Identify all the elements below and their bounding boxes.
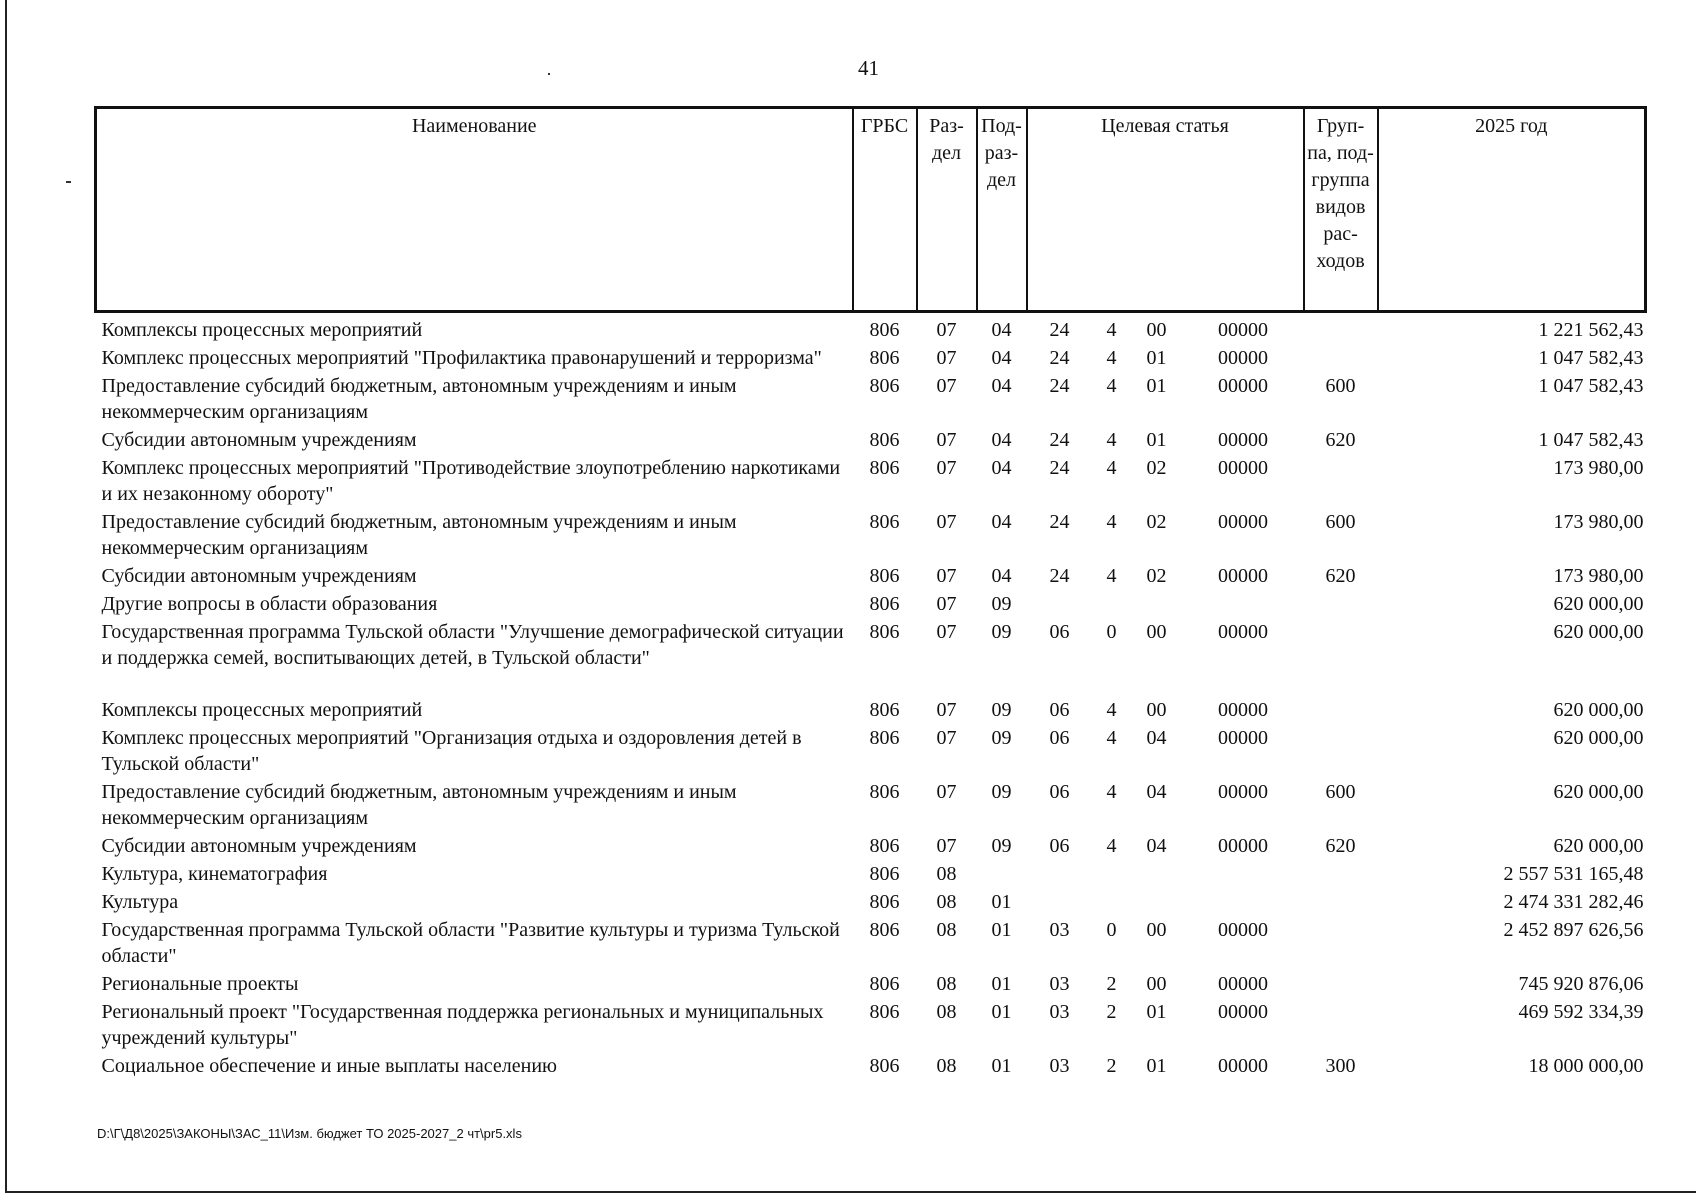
row-podrazdel: 01: [991, 1001, 1012, 1023]
row-target-program: [1027, 889, 1093, 917]
row-razdel: 07: [936, 375, 957, 397]
row-grbs: 806: [869, 593, 900, 615]
row-grbs: 806: [869, 863, 900, 885]
row-name: Предоставление субсидий бюджетным, автономным учреждениям и иным некоммерческим организациям: [101, 375, 737, 423]
row-target-direction: 00000: [1218, 375, 1269, 397]
row-target-direction: 00000: [1218, 457, 1269, 479]
row-amount: 620 000,00: [1553, 727, 1644, 749]
row-podrazdel: 04: [991, 429, 1012, 451]
row-name: Культура: [101, 891, 179, 913]
row-target-direction: [1183, 889, 1304, 917]
row-target-program: [1027, 861, 1093, 889]
scan-tick: [66, 181, 71, 183]
row-name: Комплекс процессных мероприятий "Профилактика правонарушений и терроризма": [101, 347, 822, 369]
row-grbs: 806: [869, 919, 900, 941]
row-target-element: [1131, 889, 1183, 917]
row-razdel: 08: [936, 863, 957, 885]
header-target-article: Целевая статья: [1027, 108, 1304, 312]
header-podrazdel: Под- раз- дел: [977, 108, 1027, 312]
row-expense-group: [1304, 971, 1378, 999]
row-target-element: [1131, 591, 1183, 619]
row-grbs: 806: [869, 835, 900, 857]
row-target-element: 00: [1146, 621, 1167, 643]
row-target-direction: 00000: [1218, 565, 1269, 587]
table-row: [96, 317, 1646, 345]
row-podrazdel: 04: [991, 375, 1012, 397]
row-target-direction: 00000: [1218, 699, 1269, 721]
row-grbs: 806: [869, 699, 900, 721]
row-expense-group: [1304, 455, 1378, 509]
table-row: [96, 591, 1646, 619]
row-target-direction: 00000: [1218, 1001, 1269, 1023]
row-target-type: [1093, 591, 1131, 619]
row-target-program: 24: [1049, 511, 1070, 533]
row-target-direction: [1183, 591, 1304, 619]
row-podrazdel: [977, 861, 1027, 889]
row-target-direction: 00000: [1218, 511, 1269, 533]
row-razdel: 07: [936, 835, 957, 857]
row-name: Государственная программа Тульской области "Развитие культуры и туризма Тульской области": [101, 919, 840, 967]
row-target-type: 4: [1106, 347, 1117, 369]
row-target-element: 02: [1146, 511, 1167, 533]
row-razdel: 07: [936, 347, 957, 369]
row-grbs: 806: [869, 319, 900, 341]
row-target-element: 04: [1146, 781, 1167, 803]
row-target-program: 06: [1049, 727, 1070, 749]
row-amount: 1 047 582,43: [1538, 429, 1644, 451]
header-name: Наименование: [96, 108, 853, 312]
row-podrazdel: 01: [991, 973, 1012, 995]
row-amount: 1 221 562,43: [1538, 319, 1644, 341]
row-target-type: 4: [1106, 511, 1117, 533]
row-name: Комплекс процессных мероприятий "Организация отдыха и оздоровления детей в Тульской области": [101, 727, 802, 775]
page-frame-left: [5, 0, 7, 1193]
scan-dot: [548, 73, 550, 75]
row-target-type: 4: [1106, 781, 1117, 803]
row-target-element: 01: [1146, 375, 1167, 397]
row-target-program: 03: [1049, 1055, 1070, 1077]
row-target-direction: 00000: [1218, 319, 1269, 341]
row-target-program: 24: [1049, 457, 1070, 479]
row-name: Предоставление субсидий бюджетным, автономным учреждениям и иным некоммерческим организациям: [101, 781, 737, 829]
row-amount: 620 000,00: [1553, 699, 1644, 721]
row-name: Региональный проект "Государственная поддержка региональных и муниципальных учреждений культуры": [101, 1001, 824, 1049]
table-row: [96, 833, 1646, 861]
budget-table: [94, 106, 1647, 1081]
row-target-program: 24: [1049, 565, 1070, 587]
row-podrazdel: 09: [991, 621, 1012, 643]
table-row: [96, 1053, 1646, 1081]
row-expense-group: 600: [1325, 781, 1356, 803]
row-amount: 2 557 531 165,48: [1503, 863, 1644, 885]
table-row: [96, 999, 1646, 1053]
row-target-program: 06: [1049, 835, 1070, 857]
table-row: [96, 779, 1646, 833]
row-target-element: 02: [1146, 565, 1167, 587]
row-podrazdel: 04: [991, 511, 1012, 533]
row-expense-group: [1304, 345, 1378, 373]
page-frame-bottom: [5, 1191, 1696, 1193]
row-target-element: 00: [1146, 973, 1167, 995]
row-target-element: 02: [1146, 457, 1167, 479]
row-razdel: 07: [936, 727, 957, 749]
row-amount: 745 920 876,06: [1518, 973, 1644, 995]
row-razdel: 07: [936, 621, 957, 643]
row-grbs: 806: [869, 347, 900, 369]
row-target-program: 06: [1049, 621, 1070, 643]
row-name: Предоставление субсидий бюджетным, автономным учреждениям и иным некоммерческим организациям: [101, 511, 737, 559]
row-name: Субсидии автономным учреждениям: [101, 429, 417, 451]
table-row: [96, 345, 1646, 373]
row-target-element: 01: [1146, 1055, 1167, 1077]
row-razdel: 07: [936, 511, 957, 533]
table-row: [96, 861, 1646, 889]
row-name: Субсидии автономным учреждениям: [101, 835, 417, 857]
footer-file-path: D:\Г\Д8\2025\ЗАКОНЫ\ЗАС_11\Изм. бюджет ТО 2025-2027_2 чт\pr5.xls: [97, 1126, 522, 1141]
row-podrazdel: 01: [991, 1055, 1012, 1077]
row-grbs: 806: [869, 621, 900, 643]
row-expense-group: [1304, 697, 1378, 725]
row-expense-group: 300: [1325, 1055, 1356, 1077]
row-grbs: 806: [869, 457, 900, 479]
row-amount: 2 452 897 626,56: [1503, 919, 1644, 941]
row-grbs: 806: [869, 429, 900, 451]
row-amount: 2 474 331 282,46: [1503, 891, 1644, 913]
row-target-element: 00: [1146, 699, 1167, 721]
table-body: [96, 312, 1646, 1082]
row-razdel: 08: [936, 1001, 957, 1023]
row-target-type: 4: [1106, 457, 1117, 479]
row-target-element: 04: [1146, 727, 1167, 749]
row-target-element: 00: [1146, 319, 1167, 341]
row-amount: 620 000,00: [1553, 835, 1644, 857]
row-razdel: 08: [936, 973, 957, 995]
row-target-type: 4: [1106, 835, 1117, 857]
row-target-element: 01: [1146, 1001, 1167, 1023]
row-expense-group: 600: [1325, 375, 1356, 397]
row-expense-group: [1304, 889, 1378, 917]
table-row: [96, 725, 1646, 779]
row-podrazdel: 09: [991, 699, 1012, 721]
row-target-element: [1131, 861, 1183, 889]
row-name: Культура, кинематография: [101, 863, 328, 885]
row-target-type: 4: [1106, 429, 1117, 451]
row-name: Другие вопросы в области образования: [101, 593, 438, 615]
row-expense-group: [1304, 999, 1378, 1053]
row-name: Комплексы процессных мероприятий: [101, 319, 423, 341]
row-target-direction: 00000: [1218, 727, 1269, 749]
row-grbs: 806: [869, 1055, 900, 1077]
table-row: [96, 509, 1646, 563]
row-amount: 1 047 582,43: [1538, 375, 1644, 397]
row-razdel: 07: [936, 457, 957, 479]
row-amount: 173 980,00: [1553, 565, 1644, 587]
row-name: Государственная программа Тульской области "Улучшение демографической ситуации и поддержка семей, воспитывающих детей, в Тульской области": [101, 621, 844, 669]
row-target-program: 24: [1049, 347, 1070, 369]
table-row: [96, 455, 1646, 509]
row-target-direction: 00000: [1218, 429, 1269, 451]
row-amount: 1 047 582,43: [1538, 347, 1644, 369]
page-number: 41: [858, 56, 879, 80]
table-row: [96, 971, 1646, 999]
row-expense-group: [1304, 861, 1378, 889]
row-expense-group: [1304, 725, 1378, 779]
row-target-element: 01: [1146, 347, 1167, 369]
row-grbs: 806: [869, 781, 900, 803]
row-amount: 620 000,00: [1553, 593, 1644, 615]
row-target-type: 0: [1106, 621, 1117, 643]
row-amount: 18 000 000,00: [1528, 1055, 1644, 1077]
row-target-direction: 00000: [1218, 621, 1269, 643]
row-target-type: 4: [1106, 319, 1117, 341]
row-razdel: 07: [936, 781, 957, 803]
row-razdel: 08: [936, 891, 957, 913]
row-target-type: 2: [1106, 1055, 1117, 1077]
row-podrazdel: 09: [991, 727, 1012, 749]
row-expense-group: [1304, 619, 1378, 697]
row-target-program: 24: [1049, 375, 1070, 397]
row-target-program: [1027, 591, 1093, 619]
row-podrazdel: 04: [991, 319, 1012, 341]
table-row: [96, 619, 1646, 697]
header-razdel: Раз- дел: [917, 108, 977, 312]
row-expense-group: 620: [1325, 835, 1356, 857]
row-podrazdel: 04: [991, 565, 1012, 587]
row-target-direction: 00000: [1218, 1055, 1269, 1077]
row-grbs: 806: [869, 511, 900, 533]
row-target-program: 03: [1049, 919, 1070, 941]
table-row: [96, 697, 1646, 725]
row-expense-group: 600: [1325, 511, 1356, 533]
row-target-type: [1093, 889, 1131, 917]
header-grbs: ГРБС: [853, 108, 917, 312]
row-grbs: 806: [869, 1001, 900, 1023]
row-target-element: 00: [1146, 919, 1167, 941]
row-target-program: 24: [1049, 429, 1070, 451]
row-target-element: 04: [1146, 835, 1167, 857]
row-target-program: 03: [1049, 1001, 1070, 1023]
row-target-type: 2: [1106, 1001, 1117, 1023]
row-target-program: 06: [1049, 781, 1070, 803]
row-grbs: 806: [869, 973, 900, 995]
row-target-element: 01: [1146, 429, 1167, 451]
row-podrazdel: 04: [991, 347, 1012, 369]
row-target-direction: 00000: [1218, 919, 1269, 941]
row-target-direction: 00000: [1218, 973, 1269, 995]
row-target-type: [1093, 861, 1131, 889]
table-row: [96, 427, 1646, 455]
row-target-direction: [1183, 861, 1304, 889]
row-target-program: 24: [1049, 319, 1070, 341]
row-expense-group: [1304, 317, 1378, 345]
row-grbs: 806: [869, 375, 900, 397]
header-expense-group: Груп- па, под- группа видов рас- ходов: [1304, 108, 1378, 312]
row-podrazdel: 09: [991, 593, 1012, 615]
row-razdel: 07: [936, 319, 957, 341]
row-expense-group: [1304, 591, 1378, 619]
row-amount: 620 000,00: [1553, 621, 1644, 643]
row-podrazdel: 01: [991, 891, 1012, 913]
row-target-type: 4: [1106, 727, 1117, 749]
row-podrazdel: 09: [991, 781, 1012, 803]
row-target-direction: 00000: [1218, 347, 1269, 369]
row-target-type: 4: [1106, 565, 1117, 587]
row-expense-group: [1304, 917, 1378, 971]
row-target-type: 4: [1106, 375, 1117, 397]
table-header: [96, 108, 1646, 312]
row-razdel: 08: [936, 919, 957, 941]
row-name: Субсидии автономным учреждениям: [101, 565, 417, 587]
row-razdel: 07: [936, 699, 957, 721]
row-grbs: 806: [869, 565, 900, 587]
row-name: Региональные проекты: [101, 973, 299, 995]
row-name: Комплекс процессных мероприятий "Противодействие злоупотреблению наркотиками и их незаконному обороту": [101, 457, 841, 505]
row-name: Социальное обеспечение и иные выплаты населению: [101, 1055, 557, 1077]
row-grbs: 806: [869, 891, 900, 913]
row-expense-group: 620: [1325, 429, 1356, 451]
row-razdel: 07: [936, 429, 957, 451]
row-amount: 173 980,00: [1553, 511, 1644, 533]
row-razdel: 08: [936, 1055, 957, 1077]
row-grbs: 806: [869, 727, 900, 749]
header-year: 2025 год: [1378, 108, 1646, 312]
row-razdel: 07: [936, 593, 957, 615]
row-podrazdel: 09: [991, 835, 1012, 857]
row-target-program: 06: [1049, 699, 1070, 721]
table-row: [96, 373, 1646, 427]
row-razdel: 07: [936, 565, 957, 587]
row-amount: 469 592 334,39: [1518, 1001, 1644, 1023]
row-target-type: 2: [1106, 973, 1117, 995]
row-target-program: 03: [1049, 973, 1070, 995]
row-target-type: 0: [1106, 919, 1117, 941]
row-podrazdel: 01: [991, 919, 1012, 941]
row-target-type: 4: [1106, 699, 1117, 721]
row-podrazdel: 04: [991, 457, 1012, 479]
table-row: [96, 563, 1646, 591]
table-row: [96, 917, 1646, 971]
table-row: [96, 889, 1646, 917]
row-expense-group: 620: [1325, 565, 1356, 587]
row-name: Комплексы процессных мероприятий: [101, 699, 423, 721]
row-amount: 173 980,00: [1553, 457, 1644, 479]
row-target-direction: 00000: [1218, 835, 1269, 857]
row-target-direction: 00000: [1218, 781, 1269, 803]
row-amount: 620 000,00: [1553, 781, 1644, 803]
